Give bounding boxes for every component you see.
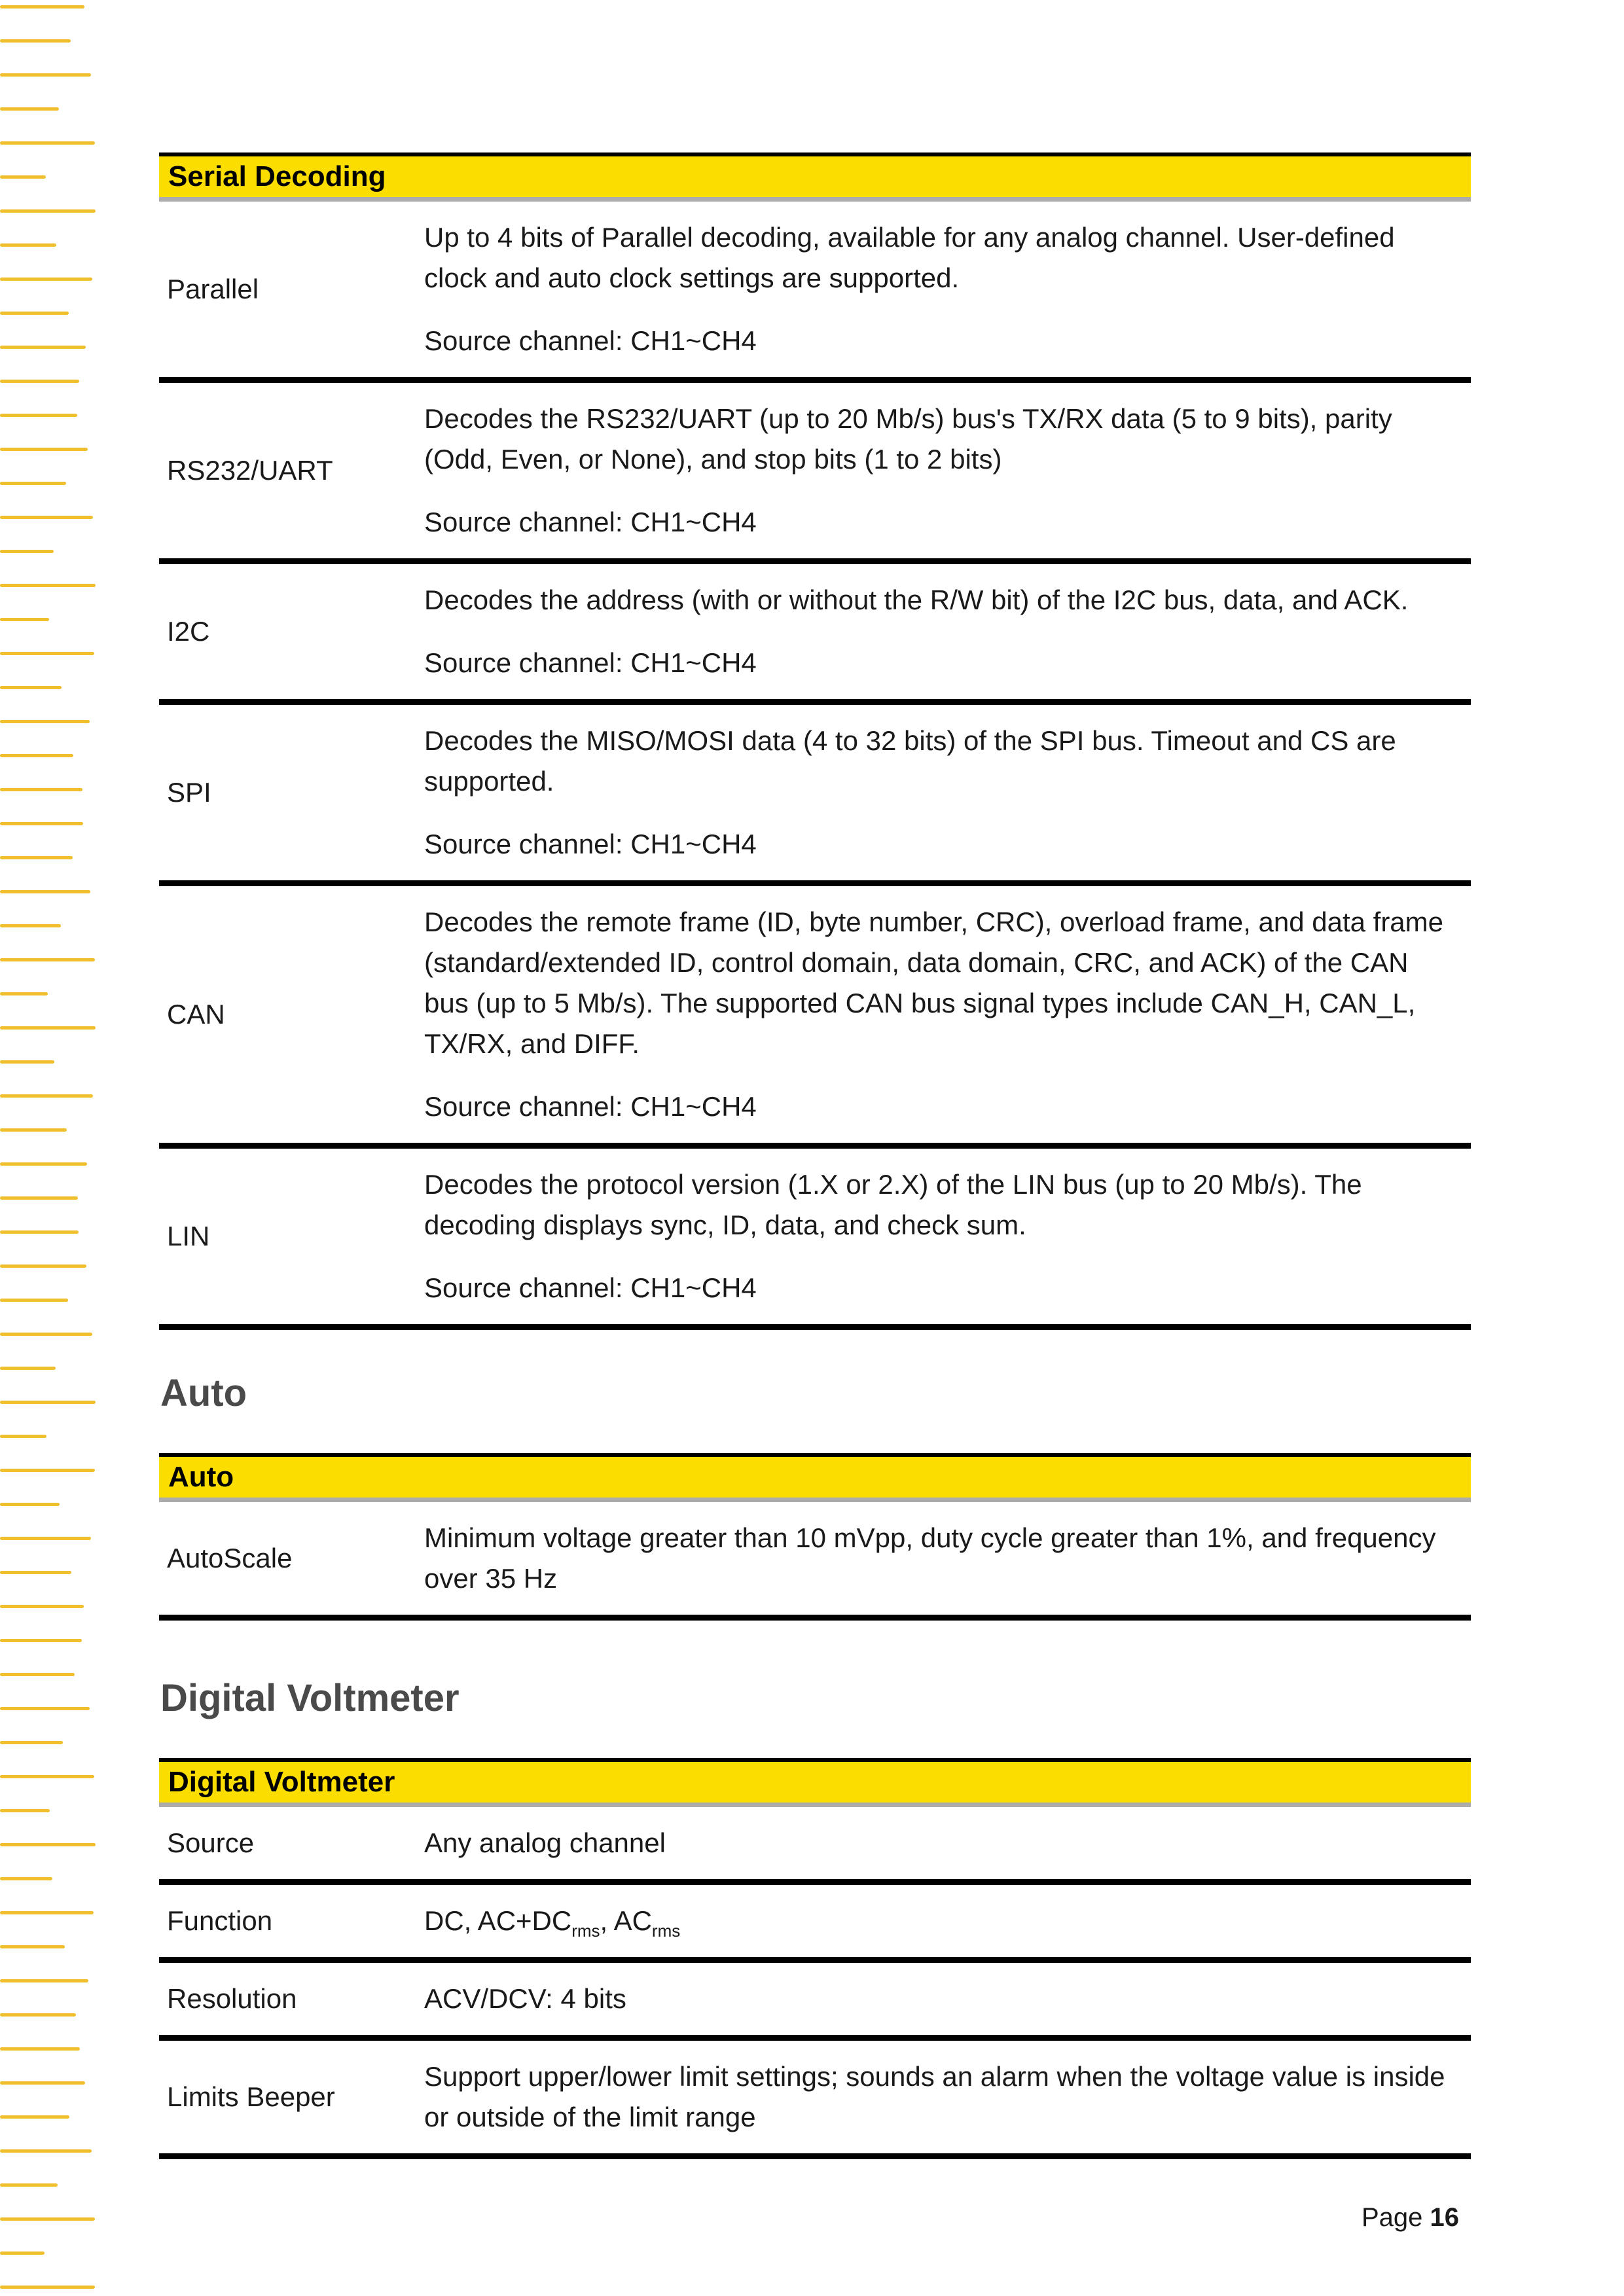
table-row-function [159,1885,1471,1963]
decor-line [0,1741,63,1744]
row-content [424,1885,1471,1957]
decor-line [0,550,54,553]
decor-line [0,652,94,655]
row-content [424,886,1471,1143]
table-row-lin [159,1149,1471,1330]
decor-line [0,1026,96,1030]
decor-line [0,584,96,587]
decor-line [0,618,49,621]
row-description: Decodes the address (with or without the R/W bit) of the I2C bus, data, and ACK. [424,584,1409,615]
decor-line [0,1401,96,1404]
serial-decoding-table [159,152,1471,1330]
row-label: Function [167,1905,273,1936]
decor-line [0,958,95,961]
row-label: SPI [167,777,211,808]
table-header [159,1762,1471,1807]
decor-line [0,2286,95,2289]
decor-line [0,1094,93,1098]
row-description: Decodes the RS232/UART (up to 20 Mb/s) bus's TX/RX data (5 to 9 bits), parity (Odd, Even, or None), and stop bits (1 to 2 bits) [424,403,1392,475]
row-label: Source [167,1827,255,1858]
row-content [424,2041,1471,2153]
subscript-rms: rms [571,1921,600,1941]
decor-line [0,1299,68,1302]
row-label: AutoScale [167,1543,293,1573]
row-content [424,1149,1471,1324]
decor-line [0,1128,67,1132]
table-header [159,156,1471,202]
row-content [424,1502,1471,1615]
digital-voltmeter-table [159,1758,1471,2159]
row-description: ACV/DCV: 4 bits [424,1983,626,2014]
decor-line [0,720,90,723]
page-footer [159,2197,1471,2238]
decor-line [0,312,69,315]
decor-line [0,1265,86,1268]
decor-line [0,107,59,111]
decor-line [0,2081,85,2085]
decor-line [0,1775,94,1778]
decor-line [0,1060,54,1064]
decor-line [0,243,56,247]
row-source-channel: Source channel: CH1~CH4 [424,325,757,356]
table-row-autoscale [159,1502,1471,1621]
section-heading-auto: Auto [160,1372,247,1414]
row-description: Support upper/lower limit settings; sounds an alarm when the voltage value is inside or outside of the limit range [424,2061,1445,2132]
decor-line [0,39,71,43]
decor-line [0,2217,95,2221]
decor-line [0,1843,96,1846]
decor-line [0,2183,58,2187]
decor-line [0,175,46,179]
row-description: Decodes the remote frame (ID, byte number, CRC), overload frame, and data frame (standard/extended ID, control domain, data domain, CRC, and ACK) of the CAN bus (up to 5 Mb/s). The supported CAN bus signal types include CAN_H, CAN_L, TX/RX, and DIFF. [424,906,1444,1059]
row-content [424,1963,1471,2035]
decor-line [0,1367,56,1370]
decor-line [0,2013,76,2017]
row-source-channel: Source channel: CH1~CH4 [424,507,757,537]
decor-line [0,1945,65,1948]
decor-line [0,448,88,451]
decor-line [0,141,95,145]
decor-line [0,1435,46,1438]
table-header-label: Serial Decoding [168,160,386,192]
decor-line [0,1469,95,1472]
decor-line [0,2149,92,2153]
row-label: RS232/UART [167,455,333,486]
row-content [424,383,1471,558]
row-content [424,564,1471,699]
row-label: Resolution [167,1983,297,2014]
decor-line [0,516,93,519]
decor-line [0,1673,75,1676]
decor-line [0,414,77,417]
table-row-limits-beeper [159,2041,1471,2159]
decor-line [0,1503,60,1506]
decor-line [0,5,84,9]
decor-line [0,380,79,383]
decor-line [0,1333,92,1336]
row-content [424,1807,1471,1879]
table-header [159,1457,1471,1502]
table-row-spi [159,705,1471,886]
decor-line [0,278,92,281]
function-text: DC, AC+DC [424,1905,572,1936]
decor-line [0,209,96,213]
decor-line [0,1911,94,1914]
row-description [424,1901,1451,1941]
row-description: Any analog channel [424,1827,666,1858]
decor-line [0,1605,84,1608]
decor-line [0,992,48,996]
decor-line [0,2115,69,2119]
decor-line [0,1809,50,1812]
row-label: CAN [167,999,225,1030]
decor-line [0,1571,71,1574]
row-label: Parallel [167,274,259,304]
table-row-resolution [159,1963,1471,2041]
table-row-can [159,886,1471,1149]
table-row-rs232-uart [159,383,1471,564]
row-source-channel: Source channel: CH1~CH4 [424,1272,757,1303]
decor-line [0,1230,79,1234]
decor-line [0,924,61,927]
table-header-label: Auto [168,1461,234,1493]
decor-line [0,1639,82,1642]
row-label: I2C [167,616,210,647]
decor-line [0,2047,80,2051]
decor-line [0,1877,52,1880]
decor-line [0,1979,88,1982]
page-label: Page [1361,2203,1423,2232]
subscript-rms: rms [651,1921,681,1941]
decor-line [0,73,91,77]
decor-line [0,788,82,791]
row-content [424,202,1471,377]
row-label: Limits Beeper [167,2081,335,2112]
page-content [159,0,1471,2238]
function-text: , AC [600,1905,652,1936]
row-description: Decodes the MISO/MOSI data (4 to 32 bits) of the SPI bus. Timeout and CS are supported. [424,725,1396,797]
decor-line [0,856,73,859]
decor-line [0,1162,87,1166]
row-label: LIN [167,1221,210,1251]
decor-line [0,754,73,757]
row-source-channel: Source channel: CH1~CH4 [424,647,757,678]
page-number: 16 [1430,2203,1459,2232]
table-row-source [159,1807,1471,1885]
section-heading-digital-voltmeter: Digital Voltmeter [160,1677,460,1719]
decor-line [0,1196,78,1200]
decor-line [0,1537,91,1540]
row-source-channel: Source channel: CH1~CH4 [424,1091,757,1122]
decor-line [0,346,86,349]
decor-line [0,1707,90,1710]
row-source-channel: Source channel: CH1~CH4 [424,829,757,859]
table-header-label: Digital Voltmeter [168,1766,395,1798]
auto-table [159,1453,1471,1621]
decor-line [0,890,90,893]
row-description: Minimum voltage greater than 10 mVpp, duty cycle greater than 1%, and frequency over 35 Hz [424,1522,1436,1594]
row-description: Up to 4 bits of Parallel decoding, available for any analog channel. User-defined clock and auto clock settings are supported. [424,222,1395,293]
decor-line [0,822,83,825]
decor-line [0,686,62,689]
row-content [424,705,1471,880]
decor-line [0,2251,45,2255]
row-description: Decodes the protocol version (1.X or 2.X) of the LIN bus (up to 20 Mb/s). The decoding displays sync, ID, data, and check sum. [424,1169,1362,1240]
decor-line [0,482,66,485]
table-row-parallel [159,202,1471,383]
table-row-i2c [159,564,1471,705]
